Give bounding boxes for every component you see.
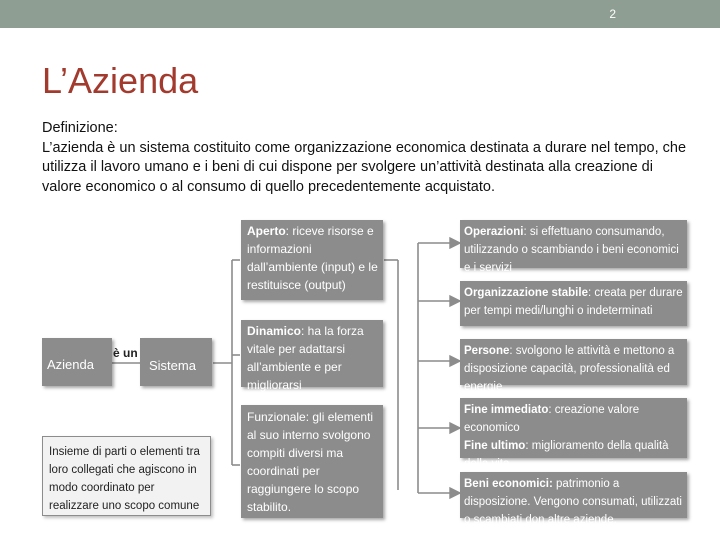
- persone-box: [460, 339, 687, 393]
- fine-immediato-term: Fine immediato: [464, 404, 549, 416]
- dinamico-box: [241, 320, 383, 392]
- aperto-text: : riceve risorse e informazioni dall’ambiente (input) e le restituisce (output): [247, 224, 378, 292]
- operazioni-term: Operazioni: [464, 226, 524, 238]
- aperto-term: Aperto: [247, 224, 286, 238]
- beni-text: patrimonio a disposizione. Vengono consumati, utilizzati o scambiati don altre aziende.: [464, 478, 682, 526]
- sistema-box: [140, 338, 212, 386]
- aperto-box: [241, 220, 383, 300]
- sistema-label: Sistema: [149, 358, 196, 373]
- persone-term: Persone: [464, 345, 510, 357]
- fine-immediato-text: : creazione valore economico: [464, 404, 640, 434]
- fine-ultimo-text: : miglioramento della qualità della vita: [464, 440, 669, 470]
- azienda-box: [42, 338, 112, 386]
- definition-label: Definizione: [42, 120, 114, 136]
- beni-box: [460, 472, 687, 526]
- operazioni-box: [460, 220, 687, 274]
- page-number: 2: [609, 7, 616, 21]
- definition-block: Definizione: L’azienda è un sistema costituito come organizzazione economica destinata a durare nel tempo, che utilizza il lavoro umano e i beni di cui dispone per svolgere un’attività destinata alla creazione di valore economico o al consumo di quello precedentemente acquistato.: [42, 120, 687, 195]
- operazioni-text: : si effettuano consumando, utilizzando o scambiando i beni economici e i servizi: [464, 226, 679, 274]
- organizzazione-text: : creata per durare per tempi medi/lunghi o indeterminati: [464, 287, 683, 317]
- definition-text: L’azienda è un sistema costituito come organizzazione economica destinata a durare nel tempo, che utilizza il lavoro umano e i beni di cui dispone per svolgere un’attività destinata alla creazione di valore economico o al consumo di quello precedentemente acquistato.: [42, 139, 687, 195]
- dinamico-term: Dinamico: [247, 324, 302, 338]
- organizzazione-box: [460, 281, 687, 326]
- fine-ultimo-term: Fine ultimo: [464, 440, 526, 452]
- sistema-definition-box: [42, 436, 211, 516]
- sistema-definition: Insieme di parti o elementi tra loro collegati che agiscono in modo coordinato per realizzare uno scopo comune: [49, 446, 200, 512]
- funzionale-box: [241, 405, 383, 518]
- fine-box: [460, 398, 687, 470]
- dinamico-text: : ha la forza vitale per adattarsi all’ambiente e per migliorarsi: [247, 324, 364, 392]
- connector-label: è un: [113, 346, 138, 360]
- slide-title: L’Azienda: [42, 60, 199, 101]
- azienda-label: Azienda: [47, 357, 94, 372]
- organizzazione-term: Organizzazione stabile: [464, 287, 588, 299]
- funzionale-text: Funzionale: gli elementi al suo interno svolgono compiti diversi ma coordinati per raggiungere lo scopo stabilito.: [247, 410, 374, 514]
- beni-term: Beni economici:: [464, 478, 553, 490]
- persone-text: : svolgono le attività e mettono a disposizione capacità, professionalità ed energie: [464, 345, 675, 393]
